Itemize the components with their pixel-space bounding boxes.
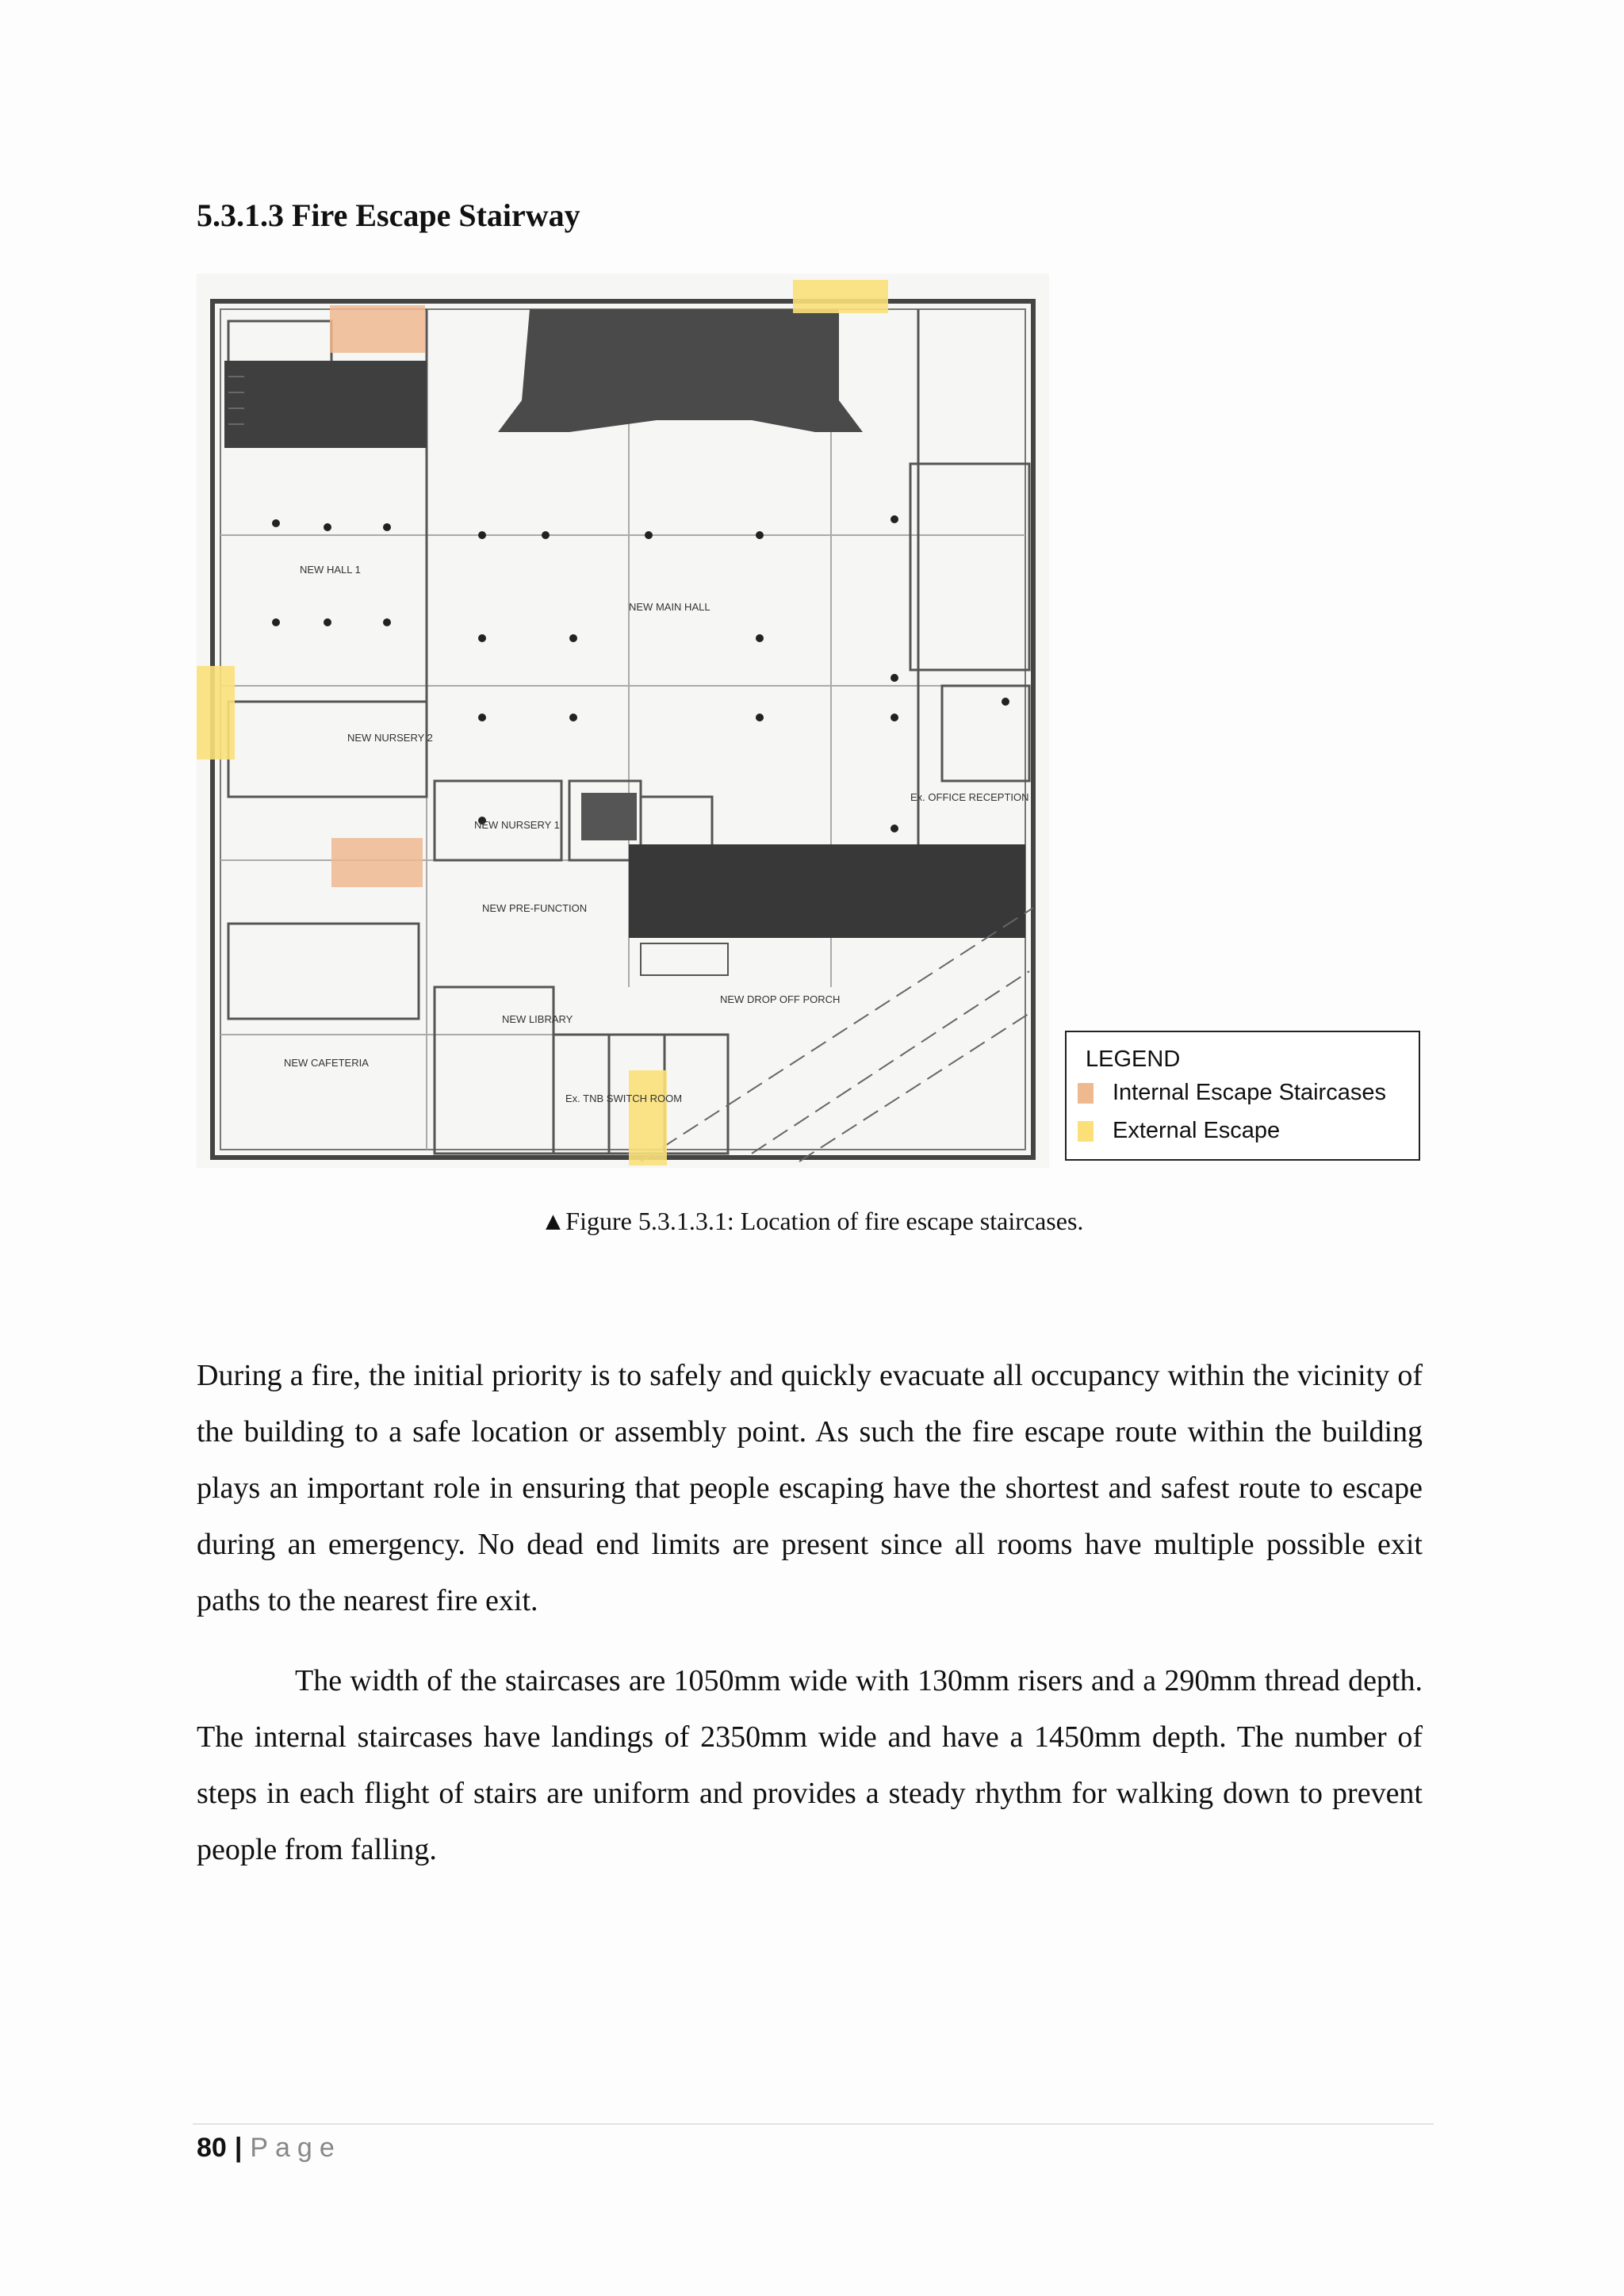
legend-label-external: External Escape — [1113, 1118, 1281, 1143]
paragraph-1: During a fire, the initial priority is to safely and quickly evacuate all occupancy within the vicinity of the building to a safe location or assembly point. As such the fire escape route within the building plays an important role in ensuring that people escaping have the shortest and safest route to escape during an emergency. No dead end limits are present since all rooms have multiple possible exit paths to the nearest fire exit. — [197, 1359, 1423, 1617]
footer-divider — [193, 2123, 1434, 2125]
external-escape-west — [197, 666, 235, 760]
external-escape-north — [793, 280, 888, 313]
legend-swatch-internal — [1078, 1083, 1094, 1104]
internal-staircase-west — [331, 838, 423, 887]
label-drop-off-porch: NEW DROP OFF PORCH — [720, 993, 841, 1005]
label-cafeteria: NEW CAFETERIA — [284, 1057, 369, 1069]
section-heading: 5.3.1.3 Fire Escape Stairway — [197, 197, 580, 233]
label-switch-room: Ex. TNB SWITCH ROOM — [565, 1093, 683, 1104]
label-pre-function: NEW PRE-FUNCTION — [482, 902, 588, 914]
external-escape-south — [629, 1070, 667, 1165]
footer-separator: | — [234, 2133, 243, 2163]
label-nursery-2: NEW NURSERY 2 — [347, 732, 433, 744]
legend-swatch-external — [1078, 1121, 1094, 1142]
page-footer — [197, 2133, 342, 2164]
legend-item-external — [1078, 1118, 1280, 1144]
page-word: Page — [250, 2133, 342, 2163]
label-nursery-1: NEW NURSERY 1 — [474, 819, 560, 831]
label-main-hall: NEW MAIN HALL — [629, 601, 710, 613]
figure-legend — [1065, 1031, 1420, 1161]
label-hall-1: NEW HALL 1 — [300, 564, 361, 576]
paragraph-2: The width of the staircases are 1050mm wide with 130mm risers and a 290mm thread depth. The internal staircases have landings of 2350mm wide and have a 1450mm depth. The number of steps in each flight of stairs are uniform and provides a steady rhythm for walking down to prevent people from falling. — [197, 1664, 1423, 1866]
legend-item-internal — [1078, 1080, 1386, 1106]
floor-plan-drawing — [197, 274, 1049, 1168]
page-number: 80 — [197, 2133, 227, 2163]
label-library: NEW LIBRARY — [502, 1013, 573, 1025]
legend-title: LEGEND — [1086, 1047, 1181, 1072]
floor-plan-figure — [197, 274, 1049, 1168]
label-office-reception: Ex. OFFICE RECEPTION — [910, 791, 1029, 803]
figure-caption: ▲Figure 5.3.1.3.1: Location of fire escape staircases. — [540, 1207, 1084, 1235]
legend-label-internal: Internal Escape Staircases — [1113, 1080, 1386, 1105]
internal-staircase-north — [330, 305, 425, 353]
